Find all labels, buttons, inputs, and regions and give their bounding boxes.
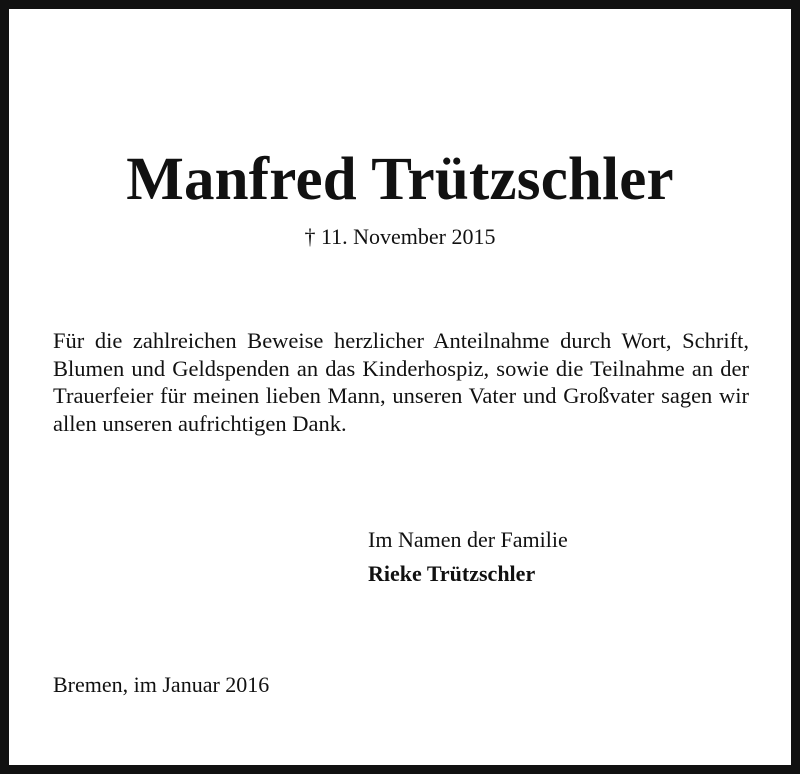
thank-you-message: Für die zahlreichen Beweise herzlicher Anteilnahme durch Wort, Schrift, Blumen und Geldspenden an das Kinderhospiz, sowie die Teilnahme an der Trauerfeier für meinen lieben Mann, unseren Vater und Großvater sagen wir allen unseren aufrichtigen Dank. <box>53 328 749 436</box>
death-date: † 11. November 2015 <box>304 224 496 249</box>
signature-block <box>368 523 748 591</box>
signature-intro: Im Namen der Familie <box>368 527 568 552</box>
deceased-name: Manfred Trützschler <box>126 146 674 213</box>
signer-name: Rieke Trützschler <box>368 561 536 586</box>
place-and-date: Bremen, im Januar 2016 <box>53 672 270 697</box>
